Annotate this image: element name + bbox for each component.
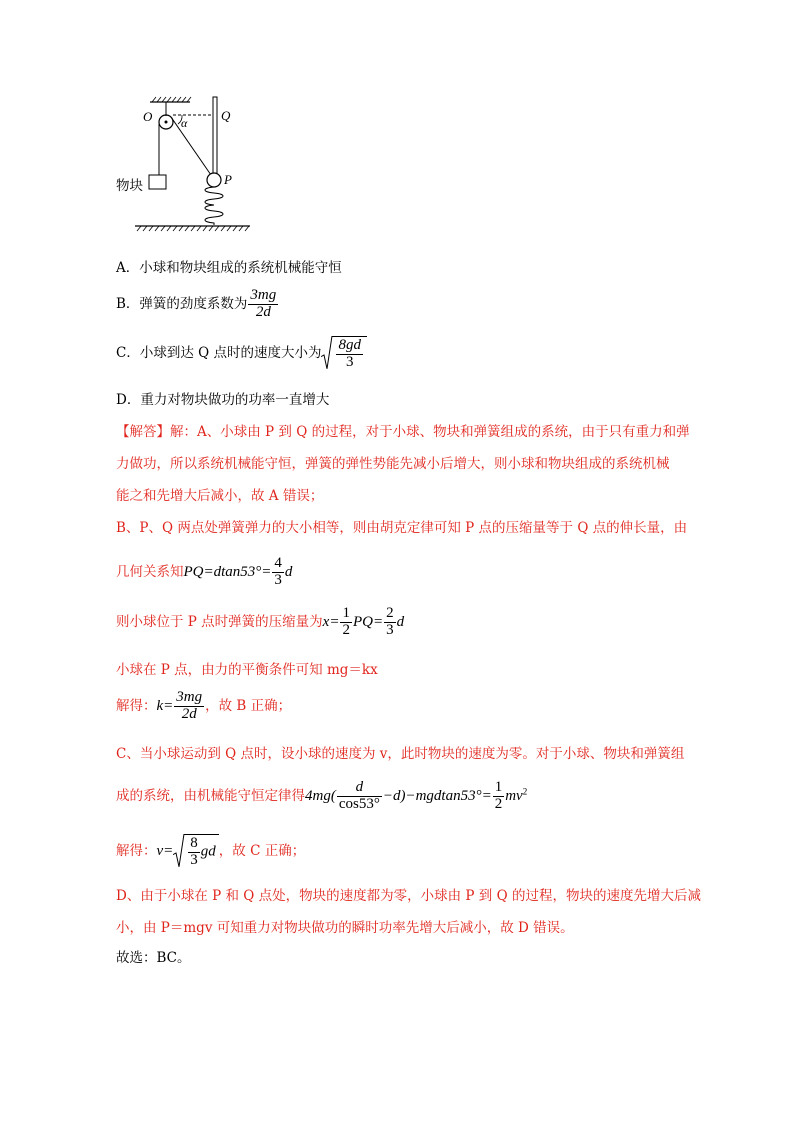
answer-line-12: D、由于小球在 P 和 Q 点处，物块的速度都为零，小球由 P 到 Q 的过程，物块的速度先增大后减 xyxy=(116,888,701,904)
eq-v-sqrt: $\frac{8}{3}$ gd xyxy=(173,834,219,869)
eq-energy-b: −d)−mgdtan53°= xyxy=(382,787,492,804)
eq-v: v= xyxy=(156,842,174,859)
answer-line-2: 力做功，所以系统机械能守恒，弹簧的弹性势能先减小后增大，则小球和物块组成的系统机械 xyxy=(116,456,670,472)
option-d: D．重力对物块做功的功率一直增大 xyxy=(116,392,330,408)
answer-tag: 【解答】 xyxy=(116,424,170,440)
option-b-text: B．弹簧的劲度系数为 xyxy=(116,295,248,312)
answer-line-13: 小，由 P＝mgv 可知重力对物块做功的瞬时功率先增大后减小，故 D 错误。 xyxy=(116,920,574,936)
answer-line-5 xyxy=(116,556,292,589)
spring xyxy=(205,187,223,225)
option-b xyxy=(116,288,279,321)
eq-pq: PQ=dtan53°= xyxy=(183,563,272,580)
label-alpha: α xyxy=(181,116,188,130)
answer-line-8 xyxy=(116,690,291,723)
answer-line-10 xyxy=(116,780,527,813)
option-b-fraction: $\frac{3mg}{2d}$ xyxy=(250,287,277,320)
eq-x-mid: PQ= xyxy=(352,613,384,630)
label-Q: Q xyxy=(221,108,231,123)
answer-text-8-suffix: ，故 B 正确； xyxy=(205,697,292,714)
answer-text-11: 解得： xyxy=(116,842,157,859)
answer-text-8: 解得： xyxy=(116,697,157,714)
block-label: 物块 xyxy=(116,178,143,194)
answer-line-1 xyxy=(116,420,690,440)
option-c xyxy=(116,336,367,371)
eq-energy-sup: 2 xyxy=(522,786,528,797)
answer-text-10: 成的系统，由机械能守恒定律得 xyxy=(116,787,305,804)
label-P: P xyxy=(224,172,232,187)
option-c-sqrt: $\frac{8gd}{3}$ xyxy=(321,336,367,371)
answer-line-11 xyxy=(116,834,305,869)
block xyxy=(149,175,166,189)
answer-line-7: 小球在 P 点，由力的平衡条件可知 mg＝kx xyxy=(116,662,378,678)
answer-text-5: 几何关系知 xyxy=(116,563,184,580)
eq-x: x= xyxy=(322,613,340,630)
eq-k: k= xyxy=(156,697,174,714)
eq-energy-c: mv xyxy=(505,787,523,804)
answer-text-1: 解：A、小球由 P 到 Q 的过程，对于小球、物块和弹簧组成的系统，由于只有重力和弹 xyxy=(170,424,690,440)
final-answer: 故选：BC。 xyxy=(116,950,191,966)
answer-text-6: 则小球位于 P 点时弹簧的压缩量为 xyxy=(116,613,323,630)
ball xyxy=(207,173,221,187)
option-c-text: C．小球到达 Q 点时的速度大小为 xyxy=(116,344,322,361)
vertical-rod xyxy=(213,97,217,177)
eq-k-fraction: $\frac{3mg}{2d}$ xyxy=(176,689,203,722)
eq-pq-tail: d xyxy=(284,563,293,580)
physics-diagram xyxy=(110,92,260,232)
answer-text-11-suffix: ，故 C 正确； xyxy=(218,842,306,859)
eq-pq-fraction: $\frac{4}{3}$ xyxy=(274,555,282,588)
eq-energy-a: 4mg( xyxy=(305,787,336,804)
eq-x-fraction-1: $\frac{1}{2}$ xyxy=(342,605,350,638)
answer-line-4: B、P、Q 两点处弹簧弹力的大小相等，则由胡克定律可知 P 点的压缩量等于 Q 点的伸长量，由 xyxy=(116,520,688,536)
eq-energy-fraction-1: $\frac{d}{\cos 53^\circ}$ xyxy=(338,779,380,812)
option-a: A．小球和物块组成的系统机械能守恒 xyxy=(116,260,342,276)
eq-x-fraction-2: $\frac{2}{3}$ xyxy=(386,605,394,638)
eq-energy-fraction-2: $\frac{1}{2}$ xyxy=(494,779,503,812)
answer-line-6 xyxy=(116,606,404,639)
label-O: O xyxy=(143,109,153,124)
eq-x-tail: d xyxy=(396,613,405,630)
answer-line-3: 能之和先增大后减小，故 A 错误； xyxy=(116,488,324,504)
answer-line-9: C、当小球运动到 Q 点时，设小球的速度为 v，此时物块的速度为零。对于小球、物块和弹簧组 xyxy=(116,746,685,762)
